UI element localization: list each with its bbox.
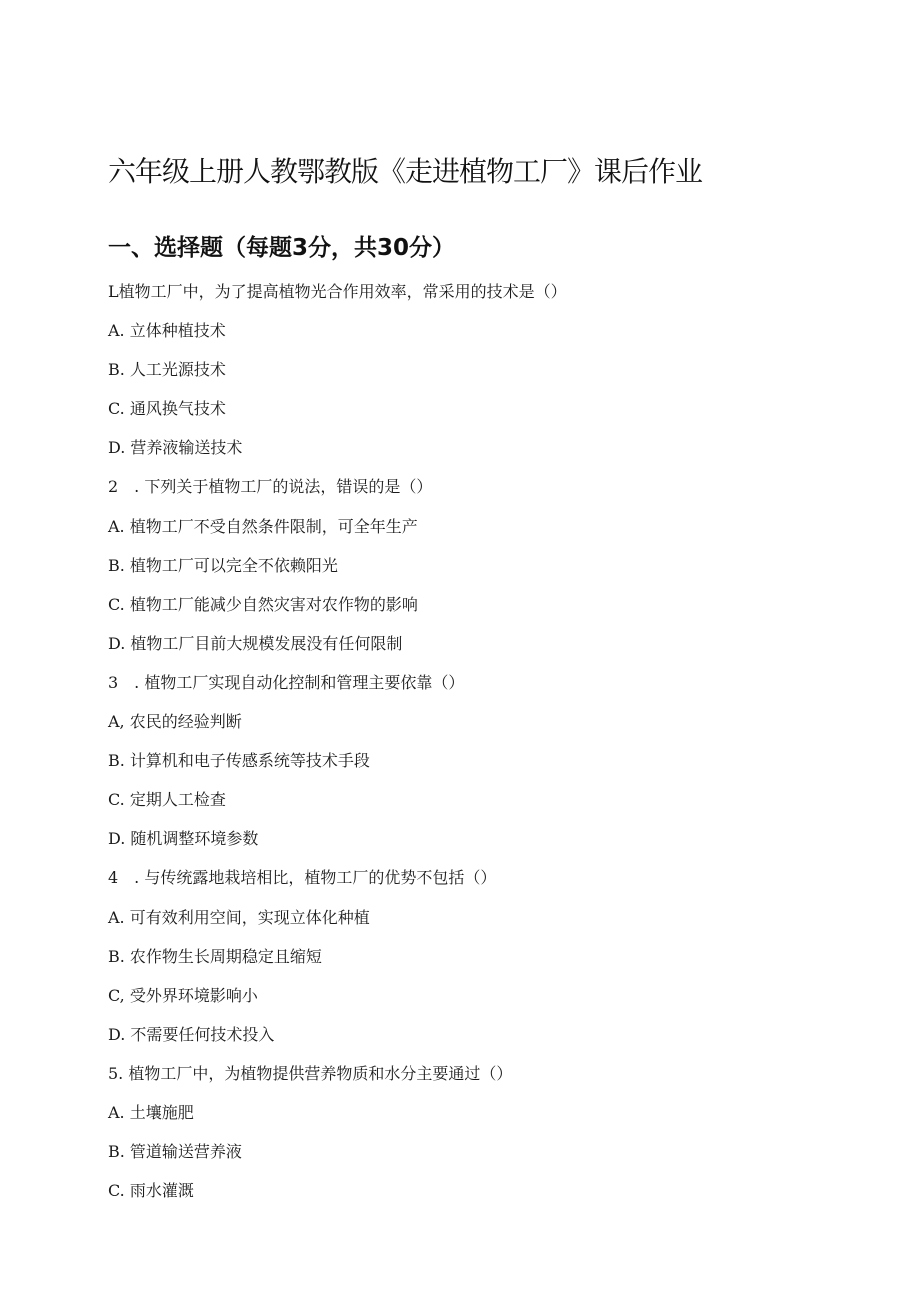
question-1-option-d: D. 营养液输送技术 [108, 438, 243, 458]
question-2-option-c: C. 植物工厂能减少自然灾害对农作物的影响 [108, 594, 418, 614]
question-2-option-d: D. 植物工厂目前大规模发展没有任何限制 [108, 633, 403, 653]
document-title: 六年级上册人教鄂教版《走进植物工厂》课后作业 [108, 155, 703, 188]
question-1-option-c: C. 通风换气技术 [108, 399, 226, 419]
question-2-stem: 2 . 下列关于植物工厂的说法，错误的是（） [108, 477, 433, 497]
question-3-option-d: D. 随机调整环境参数 [108, 829, 259, 849]
question-5-option-c: C. 雨水灌溉 [108, 1181, 194, 1201]
question-list [108, 272, 567, 1210]
question-5-option-a: A. 土壤施肥 [108, 1102, 194, 1122]
question-3-option-b: B. 计算机和电子传感系统等技术手段 [108, 751, 370, 771]
question-4-stem: 4 . 与传统露地栽培相比，植物工厂的优势不包括（） [108, 868, 497, 888]
question-3-option-a: A, 农民的经验判断 [108, 712, 242, 732]
question-4-option-a: A. 可有效利用空间，实现立体化种植 [108, 907, 370, 927]
question-5-option-b: B. 管道输送营养液 [108, 1142, 242, 1162]
question-1-option-b: B. 人工光源技术 [108, 360, 226, 380]
question-1-stem: L植物工厂中，为了提高植物光合作用效率，常采用的技术是（） [108, 282, 567, 301]
question-2-option-a: A. 植物工厂不受自然条件限制，可全年生产 [108, 516, 418, 536]
question-3-option-c: C. 定期人工检查 [108, 790, 226, 810]
question-4-option-c: C, 受外界环境影响小 [108, 985, 258, 1005]
section-title: 一、选择题（每题3分，共30分） [108, 235, 456, 261]
question-1-option-a: A. 立体种植技术 [108, 321, 226, 341]
question-5-stem: 5. 植物工厂中，为植物提供营养物质和水分主要通过（） [108, 1063, 513, 1083]
question-2-option-b: B. 植物工厂可以完全不依赖阳光 [108, 555, 338, 575]
question-4-option-d: D. 不需要任何技术投入 [108, 1024, 275, 1044]
question-4-option-b: B. 农作物生长周期稳定且缩短 [108, 946, 322, 966]
question-3-stem: 3 . 植物工厂实现自动化控制和管理主要依靠（） [108, 672, 465, 692]
